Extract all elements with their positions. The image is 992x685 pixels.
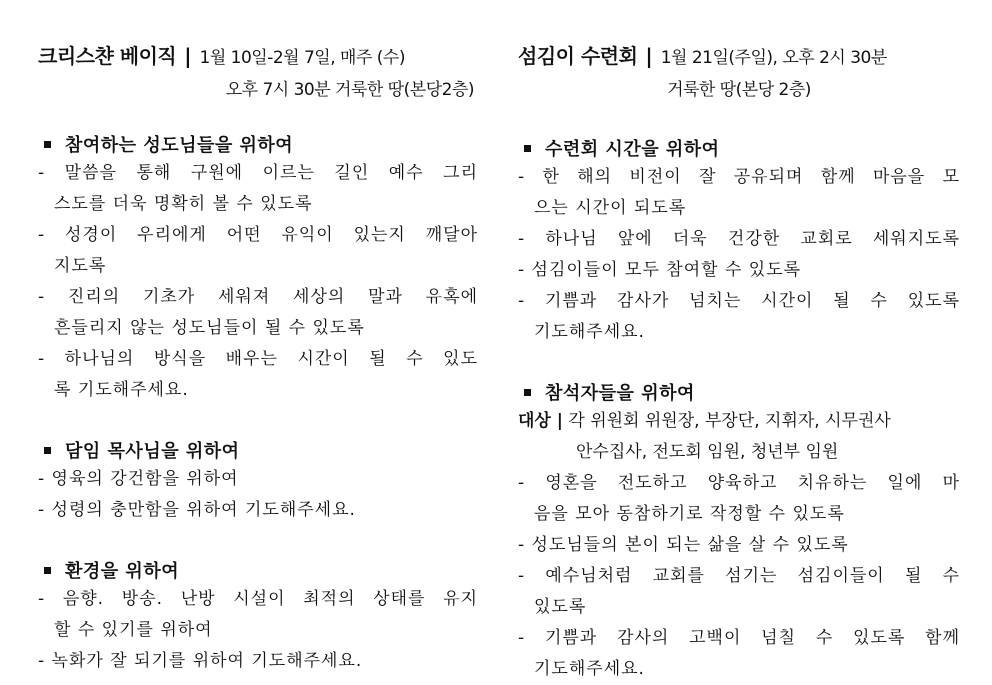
section-title: 참여하는 성도님들을 위하여 [38,130,478,158]
list-item: - 기쁨과 감사의 고백이 넘칠 수 있도록 함께 기도해주세요. [518,628,960,679]
right-column [518,40,960,685]
section-participants [38,130,478,406]
list-item: - 녹화가 잘 되기를 위하여 기도해주세요. [38,651,363,671]
attendee-target [518,406,960,468]
list-item: - 진리의 기초가 세워져 세상의 말과 유혹에 흔들리지 않는 성도님들이 될 수 있도록 [38,287,478,338]
section-title: 참석자들을 위하여 [518,378,960,406]
list-item: - 하나님의 방식을 배우는 시간이 될 수 있도 록 기도해주세요. [38,349,478,400]
right-heading-title: 섬김이 수련회 [518,44,638,68]
right-heading-date: 1월 21일(주일), 오후 2시 30분 [660,48,887,68]
left-column [38,40,478,677]
section-attendees [518,378,960,685]
right-heading [518,40,960,69]
section-title: 수련회 시간을 위하여 [518,134,960,162]
square-bullet-icon [524,145,531,152]
left-heading-date: 1월 10일-2월 7일, 매주 (수) [199,48,405,68]
list-item: - 성령의 충만함을 위하여 기도해주세요. [38,500,356,520]
left-heading [38,40,478,69]
right-heading-time-place: 거룩한 땅(본당 2층) [667,80,811,100]
section-title: 환경을 위하여 [38,556,478,584]
list-item: - 하나님 앞에 더욱 건강한 교회로 세워지도록 [518,229,960,249]
section-title: 담임 목사님을 위하여 [38,436,478,464]
list-item: - 기쁨과 감사가 넘치는 시간이 될 수 있도록 기도해주세요. [518,291,960,342]
left-heading-divider: | [184,44,192,68]
target-label: 대상 | [518,411,563,431]
list-item: - 한 해의 비전이 잘 공유되며 함께 마음을 모 으는 시간이 되도록 [518,167,960,218]
square-bullet-icon [44,567,51,574]
section-pastor [38,436,478,526]
list-item: - 음향. 방송. 난방 시설이 최적의 상태를 유지 할 수 있기를 위하여 [38,589,478,640]
section-environment [38,556,478,677]
section-retreat-time [518,134,960,348]
list-item: - 섬김이들이 모두 참여할 수 있도록 [518,260,802,280]
list-item: - 말씀을 통해 구원에 이르는 길인 예수 그리 스도를 더욱 명확히 볼 수 있도록 [38,163,478,214]
left-heading-time-place: 오후 7시 30분 거룩한 땅(본당2층) [225,80,474,100]
square-bullet-icon [44,141,51,148]
target-line-2: 안수집사, 전도회 임원, 청년부 임원 [576,442,839,462]
target-line-1: 각 위원회 위원장, 부장단, 지휘자, 시무권사 [568,411,891,431]
square-bullet-icon [44,447,51,454]
list-item: - 영육의 강건함을 위하여 [38,469,239,489]
left-heading-title: 크리스챤 베이직 [38,44,177,68]
list-item: - 예수님처럼 교회를 섬기는 섬김이들이 될 수 있도록 [518,566,960,617]
list-item: - 영혼을 전도하고 양육하고 치유하는 일에 마 음을 모아 동참하기로 작정할 수 있도록 [518,473,960,524]
square-bullet-icon [524,389,531,396]
right-heading-divider: | [645,44,653,68]
list-item: - 성도님들의 본이 되는 삶을 살 수 있도록 [518,535,849,555]
list-item: - 성경이 우리에게 어떤 유익이 있는지 깨달아 지도록 [38,225,478,276]
